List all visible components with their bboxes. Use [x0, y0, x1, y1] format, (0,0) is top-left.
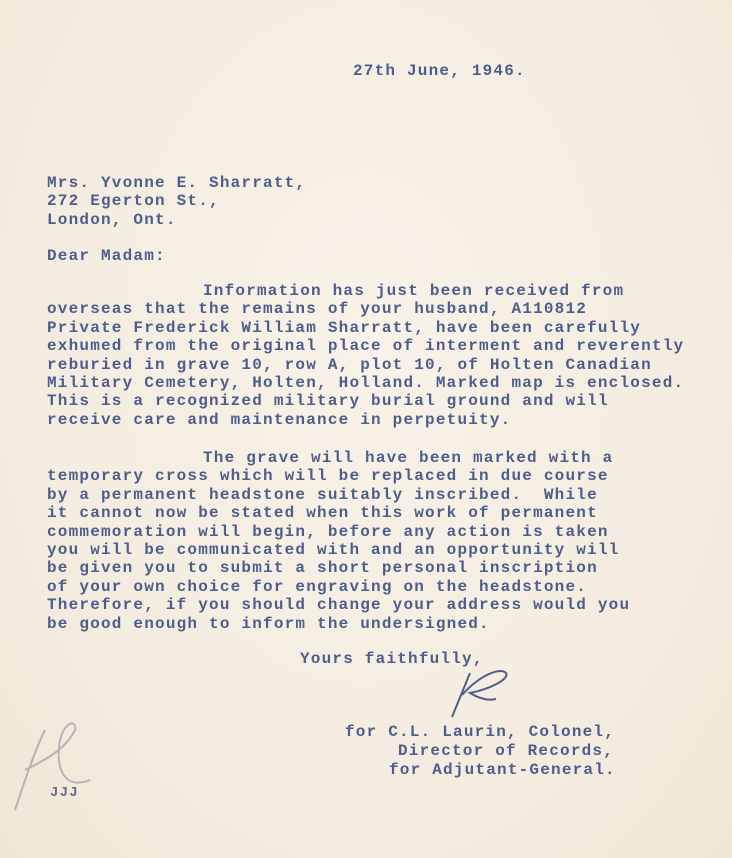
text-line: The grave will have been marked with a — [203, 449, 614, 467]
address-line: Mrs. Yvonne E. Sharratt, — [47, 174, 307, 192]
signature-line-3: for Adjutant-General. — [389, 761, 616, 779]
text-line: reburied in grave 10, row A, plot 10, of Holten Canadian — [47, 355, 652, 374]
text-line: be good enough to inform the undersigned. — [47, 614, 490, 633]
address-line: 272 Egerton St., — [47, 192, 220, 211]
paragraph-1 — [47, 282, 684, 429]
signature-scribble — [440, 665, 520, 721]
paragraph-2 — [47, 449, 630, 633]
recipient-address — [47, 174, 306, 229]
signature-line-1: for C.L. Laurin, Colonel, — [345, 723, 616, 741]
text-line: Information has just been received from — [203, 282, 625, 300]
typist-initials: JJJ — [50, 785, 79, 801]
address-line: London, Ont. — [47, 210, 177, 229]
text-line: you will be communicated with and an opportunity will — [47, 540, 620, 559]
text-line: overseas that the remains of your husband, A110812 — [47, 300, 588, 319]
closing: Yours faithfully, — [300, 650, 484, 668]
text-line: Military Cemetery, Holten, Holland. Marked map is enclosed. — [47, 373, 685, 392]
salutation: Dear Madam: — [47, 247, 166, 265]
text-line: temporary cross which will be replaced in due course — [47, 467, 609, 486]
text-line: Therefore, if you should change your address would you — [47, 596, 631, 615]
text-line: by a permanent headstone suitably inscribed. While — [47, 485, 598, 504]
text-line: of your own choice for engraving on the headstone. — [47, 577, 588, 596]
text-line: exhumed from the original place of interment and reverently — [47, 337, 685, 356]
text-line: it cannot now be stated when this work of permanent — [47, 504, 598, 523]
signature-line-2: Director of Records, — [398, 742, 615, 760]
text-line: This is a recognized military burial ground and will — [47, 392, 609, 411]
text-line: be given you to submit a short personal inscription — [47, 559, 598, 578]
handwritten-initials — [5, 710, 105, 830]
text-line: receive care and maintenance in perpetuity. — [47, 410, 512, 429]
letter-date: 27th June, 1946. — [353, 62, 526, 80]
text-line: Private Frederick William Sharratt, have been carefully — [47, 318, 642, 337]
text-line: commemoration will begin, before any action is taken — [47, 522, 609, 541]
